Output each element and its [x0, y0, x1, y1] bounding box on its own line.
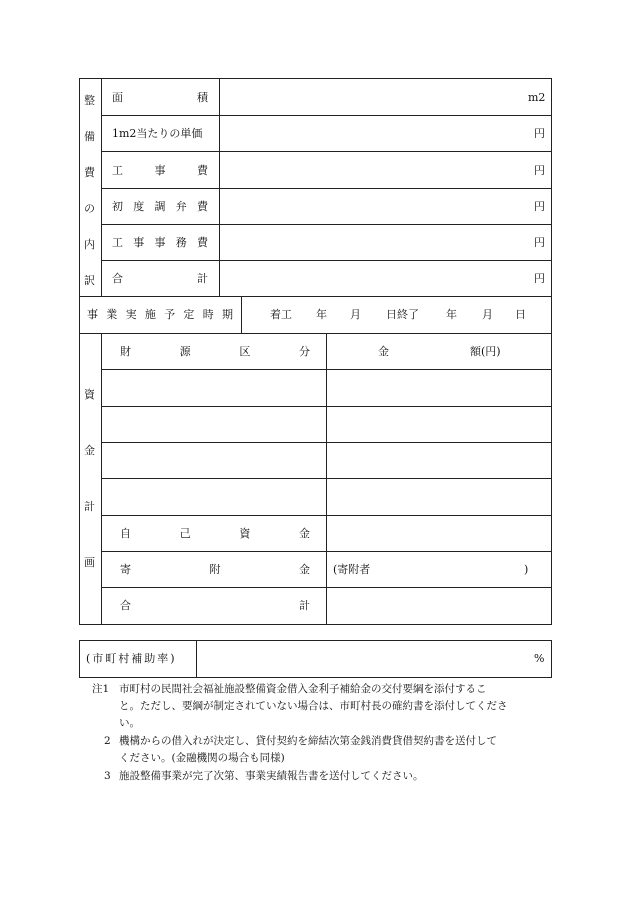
- cost-row-unit: 円: [534, 127, 545, 140]
- cost-row-unit: 円: [534, 164, 545, 177]
- cost-vertical-label-char: 訳: [84, 274, 95, 287]
- cost-row-unit: 円: [534, 236, 545, 249]
- note-line: ください。(金融機関の場合も同様): [119, 752, 285, 764]
- cost-vertical-label-char: 整: [84, 94, 95, 107]
- subsidy-rate-label: (市町村補助率): [86, 652, 177, 665]
- cost-row-unit: 円: [534, 272, 545, 285]
- note-line: い。: [119, 717, 140, 729]
- note-line: 施設整備事業が完了次第、事業実績報告書を送付してください。: [119, 770, 424, 782]
- funding-vertical-label-char: 画: [84, 556, 95, 569]
- cost-row-label-area: 面 積: [112, 91, 208, 104]
- schedule-start-label: 着工: [270, 308, 292, 321]
- funding-row-own-funds: 自 己 資 金: [120, 527, 310, 540]
- schedule-month: 月: [482, 308, 493, 321]
- note-line: 市町村の民間社会福祉施設整備資金借入金利子補給金の交付要綱を添付するこ: [119, 683, 487, 695]
- funding-row-total: 合 計: [120, 599, 310, 612]
- note-line: 機構からの借入れが決定し、貸付契約を締結次第金銭消費貸借契約書を送付して: [119, 735, 497, 747]
- cost-vertical-label-char: の: [84, 202, 95, 215]
- cost-row-label-office-expense: 工 事 事 務 費: [112, 236, 208, 249]
- funding-row-donation: 寄 附 金: [120, 563, 310, 576]
- cost-row-unit: 円: [534, 200, 545, 213]
- cost-row-label-initial-equipment: 初 度 調 弁 費: [112, 200, 208, 213]
- funding-header-category: 財 源 区 分: [120, 345, 310, 358]
- cost-row-label-construction: 工 事 費: [112, 164, 208, 177]
- cost-vertical-label-char: 費: [84, 166, 95, 179]
- note-number: 2: [104, 735, 111, 747]
- funding-header-amount-prefix: 金: [378, 345, 389, 358]
- funding-vertical-label-char: 計: [84, 500, 95, 513]
- cost-vertical-label-char: 備: [84, 130, 95, 143]
- cost-row-label-unit-price: 1m2当たりの単価: [112, 127, 203, 140]
- cost-vertical-label-char: 内: [84, 238, 95, 251]
- donor-label: (寄附者: [333, 563, 371, 576]
- schedule-label: 事 業 実 施 予 定 時 期: [87, 308, 233, 321]
- funding-vertical-label-char: 資: [84, 388, 95, 401]
- schedule-end-label: 日終了: [386, 308, 419, 321]
- schedule-month: 月: [350, 308, 361, 321]
- cost-row-label-total: 合 計: [112, 272, 208, 285]
- schedule-day: 日: [515, 308, 526, 321]
- subsidy-rate-unit: %: [534, 652, 545, 665]
- funding-header-amount-suffix: 額(円): [470, 345, 501, 358]
- cost-row-unit: m2: [528, 91, 546, 104]
- funding-vertical-label-char: 金: [84, 444, 95, 457]
- note-line: と。ただし、要綱が制定されていない場合は、市町村長の確約書を添付してくださ: [119, 700, 508, 712]
- note-number: 3: [104, 770, 111, 782]
- donor-close-paren: ): [524, 563, 529, 576]
- schedule-year: 年: [446, 308, 457, 321]
- note-number: 注1: [92, 683, 110, 695]
- schedule-year: 年: [316, 308, 327, 321]
